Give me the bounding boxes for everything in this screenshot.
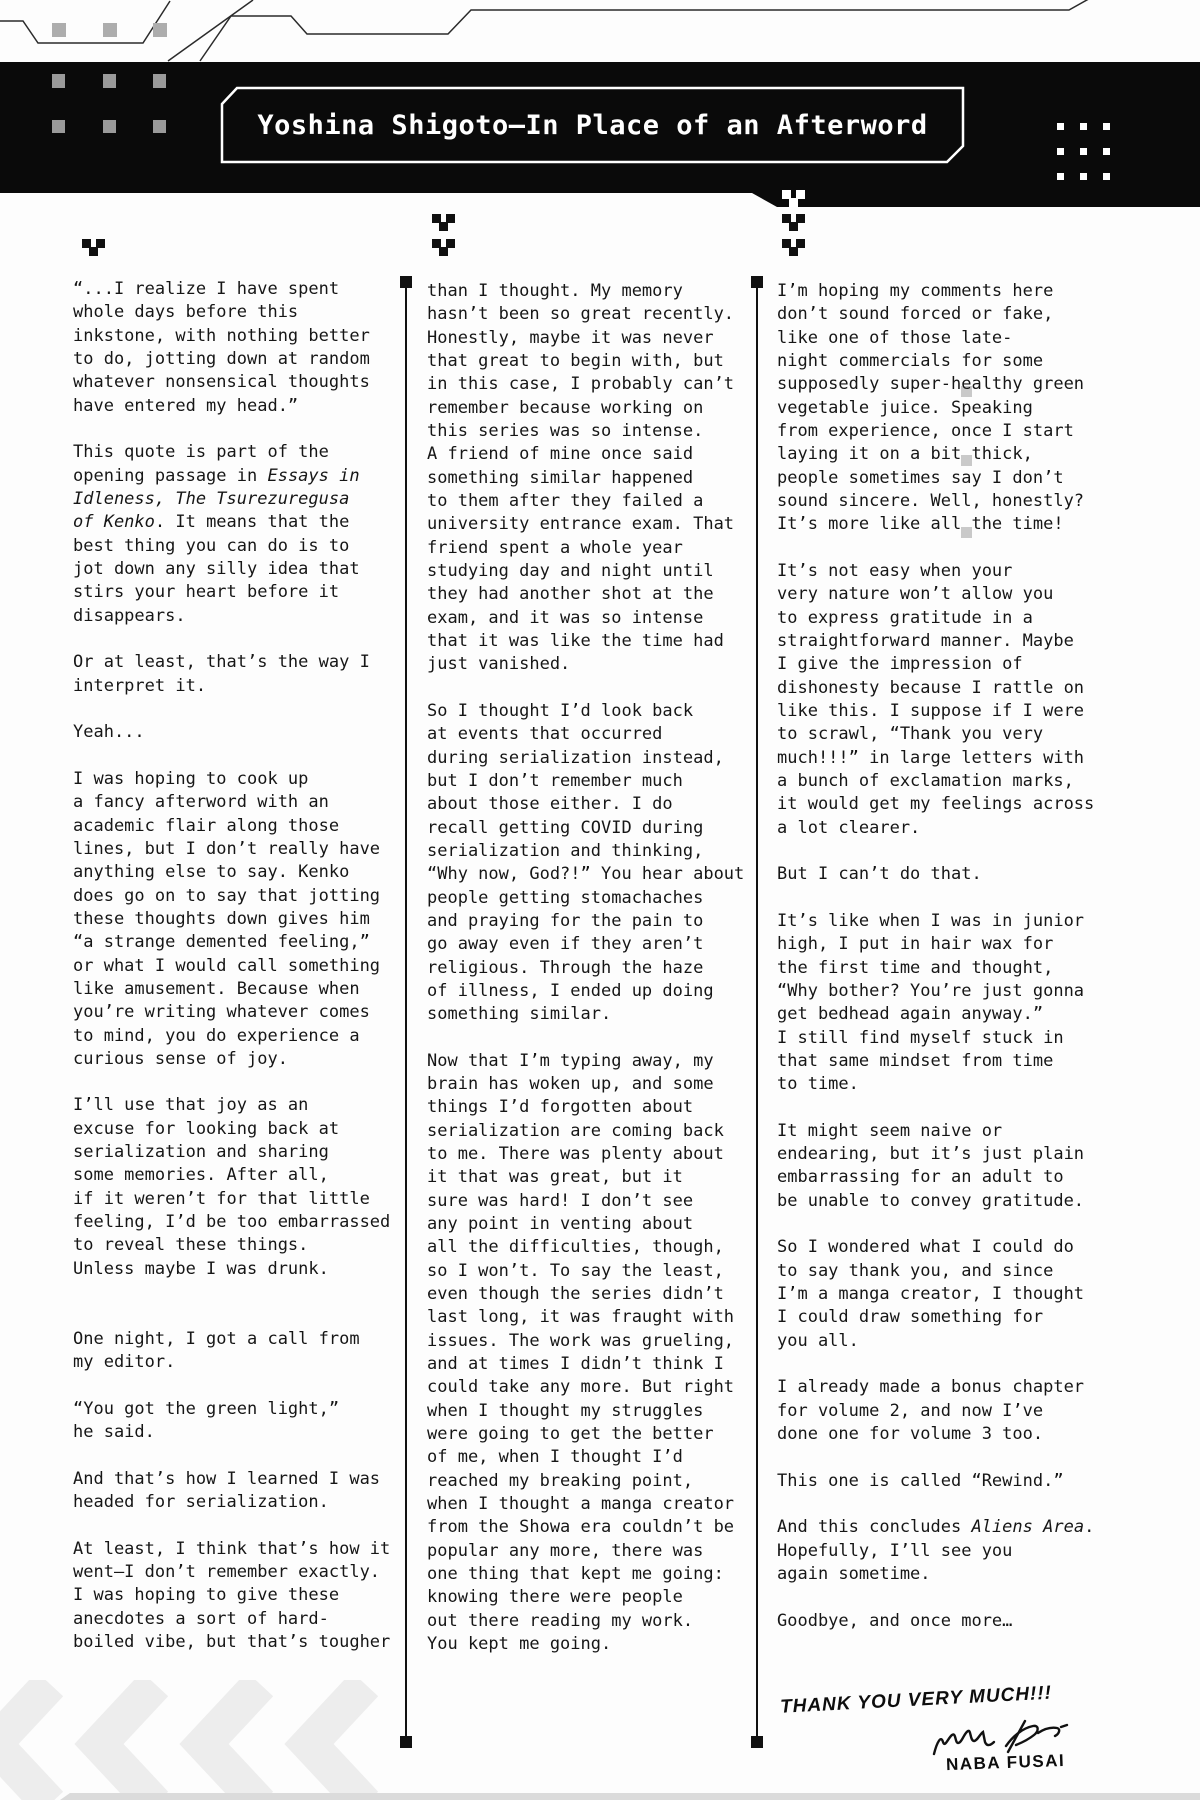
author-name: NABA FUSAI [945, 1750, 1066, 1775]
text-column-2 [427, 280, 751, 1680]
pixel-cluster-icon [432, 214, 455, 231]
chevron-stripes-icon [0, 1680, 560, 1800]
paragraph: So I wondered what I could do to say thank you, and since I’m a manga creator, I thought I could draw something for you all. [777, 1237, 1085, 1351]
text-column-3 [777, 280, 1101, 1656]
paragraph: This one is called “Rewind.” [777, 1470, 1064, 1491]
page-title: Yoshina Shigoto—In Place of an Afterword [257, 109, 928, 141]
paragraph: Now that I’m typing away, my brain has woken up, and some things I’d forgotten about serialization are coming back to me. There was plenty about it that was great, but it sure was hard! I don’t see any point in venting about all the difficulties, though, so I won’t. To say the least, even though the series didn’t last long, it was fraught with issues. The work was grueling, and at times I didn’t think I could take any more. But right when I thought my struggles were going to get the better of me, when I thought I’d reached my breaking point, when I thought a manga creator from the Showa era couldn’t be popular any more, there was one thing that kept me going: knowing there were people out there reading my work. You kept me going. [427, 1050, 735, 1655]
pixel-squares-icon [52, 23, 66, 37]
paragraph: “You got the green light,” he said. [73, 1398, 340, 1443]
paragraph: I already made a bonus chapter for volume 2, and now I’ve done one for volume 3 too. [777, 1377, 1085, 1445]
pixel-squares-icon [103, 120, 116, 133]
paragraph: So I thought I’d look back at events that occurred during serialization instead, but I don’t remember much about those either. I do recall getting COVID during serialization and thinking, “Why now, God?!” You hear about people getting stomachaches and praying for the pain to go away even if they aren’t religious. Through the haze of illness, I ended up doing something similar. [427, 700, 745, 1025]
paragraph: It might seem naive or endearing, but it’s just plain embarrassing for an adult to be unable to convey gratitude. [777, 1120, 1085, 1211]
bottom-bar [60, 1793, 1200, 1800]
paragraph: One night, I got a call from my editor. [73, 1328, 360, 1373]
paragraph: I’ll use that joy as an excuse for looking back at serialization and sharing some memories. After all, if it weren’t for that little feeling, I’d be too embarrassed to reveal these things. Unless maybe I was drunk. [73, 1095, 391, 1279]
pixel-squares-icon [153, 74, 166, 88]
paragraph: This quote is part of the opening passage in Essays in Idleness, The Tsurezuregusa of Kenko. It means that the best thing you can do is to jot down any silly idea that stirs your heart before it disappears. [73, 442, 360, 626]
column-divider [405, 283, 407, 1741]
pixel-squares-icon [52, 74, 65, 88]
paragraph: It’s not easy when your very nature won’t allow you to express gratitude in a straightforward manner. Maybe I give the impression of dishonesty because I rattle on like this. I suppose if I were to scrawl, “Thank you very much!!!” in large letters with a bunch of exclamation marks, it would get my feelings across a lot clearer. [777, 560, 1095, 838]
dot-grid-icon [1057, 123, 1110, 180]
paragraph: Yeah... [73, 722, 145, 743]
paragraph: And this concludes Aliens Area. Hopefully, I’ll see you again sometime. [777, 1517, 1095, 1585]
text-column-1 [73, 278, 397, 1678]
column-divider [756, 283, 758, 1741]
thank-you-lettering: THANK YOU VERY MUCH!!! [779, 1682, 1053, 1718]
pixel-cluster-icon [782, 190, 805, 207]
pixel-cluster-icon [432, 239, 455, 256]
paragraph: “...I realize I have spent whole days before this inkstone, with nothing better to do, jotting down at random whatever nonsensical thoughts have entered my head.” [73, 279, 370, 416]
pixel-squares-icon [153, 23, 167, 37]
paragraph: At least, I think that’s how it went—I don’t remember exactly. I was hoping to give these anecdotes a sort of hard- boiled vibe, but that’s tougher [73, 1538, 391, 1653]
paragraph: I’m hoping my comments here don’t sound forced or fake, like one of those late- night commercials for some supposedly super-healthy green vegetable juice. Speaking from experience, once I start laying it on a bit thick, people sometimes say I don’t sound sincere. Well, honestly? It’s more like all the time! [777, 281, 1085, 535]
paragraph: Goodbye, and once more… [777, 1610, 1013, 1631]
header-band-step [752, 193, 1200, 207]
paragraph: Or at least, that’s the way I interpret it. [73, 652, 370, 696]
circuit-line-icon [0, 0, 1200, 62]
pixel-cluster-icon [782, 214, 805, 231]
paragraph: I was hoping to cook up a fancy afterword with an academic flair along those lines, but I don’t really have anything else to say. Kenko does go on to say that jotting these thoughts down gives him “a strange demented feeling,” or what I would call something like amusement. Because when you’re writing whatever comes to mind, you do experience a curious sense of joy. [73, 768, 381, 1069]
pixel-squares-icon [52, 120, 65, 133]
column-divider-cap [751, 1736, 763, 1748]
paragraph: It’s like when I was in junior high, I put in hair wax for the first time and thought, “Why bother? You’re just gonna get bedhead again anyway.” I still find myself stuck in that same mindset from time to time. [777, 910, 1085, 1095]
pixel-squares-icon [153, 120, 166, 133]
paragraph: But I can’t do that. [777, 864, 982, 885]
pixel-squares-icon [103, 23, 117, 37]
paragraph: than I thought. My memory hasn’t been so great recently. Honestly, maybe it was never that great to begin with, but in this case, I probably can’t remember because working on this series was so intense. A friend of mine once said something similar happened to them after they failed a university entrance exam. That friend spent a whole year studying day and night until they had another shot at the exam, and it was so intense that it was like the time had just vanished. [427, 281, 735, 675]
pixel-squares-icon [103, 74, 116, 88]
pixel-cluster-icon [82, 239, 105, 256]
paragraph: And that’s how I learned I was headed for serialization. [73, 1468, 381, 1513]
pixel-cluster-icon [782, 239, 805, 256]
